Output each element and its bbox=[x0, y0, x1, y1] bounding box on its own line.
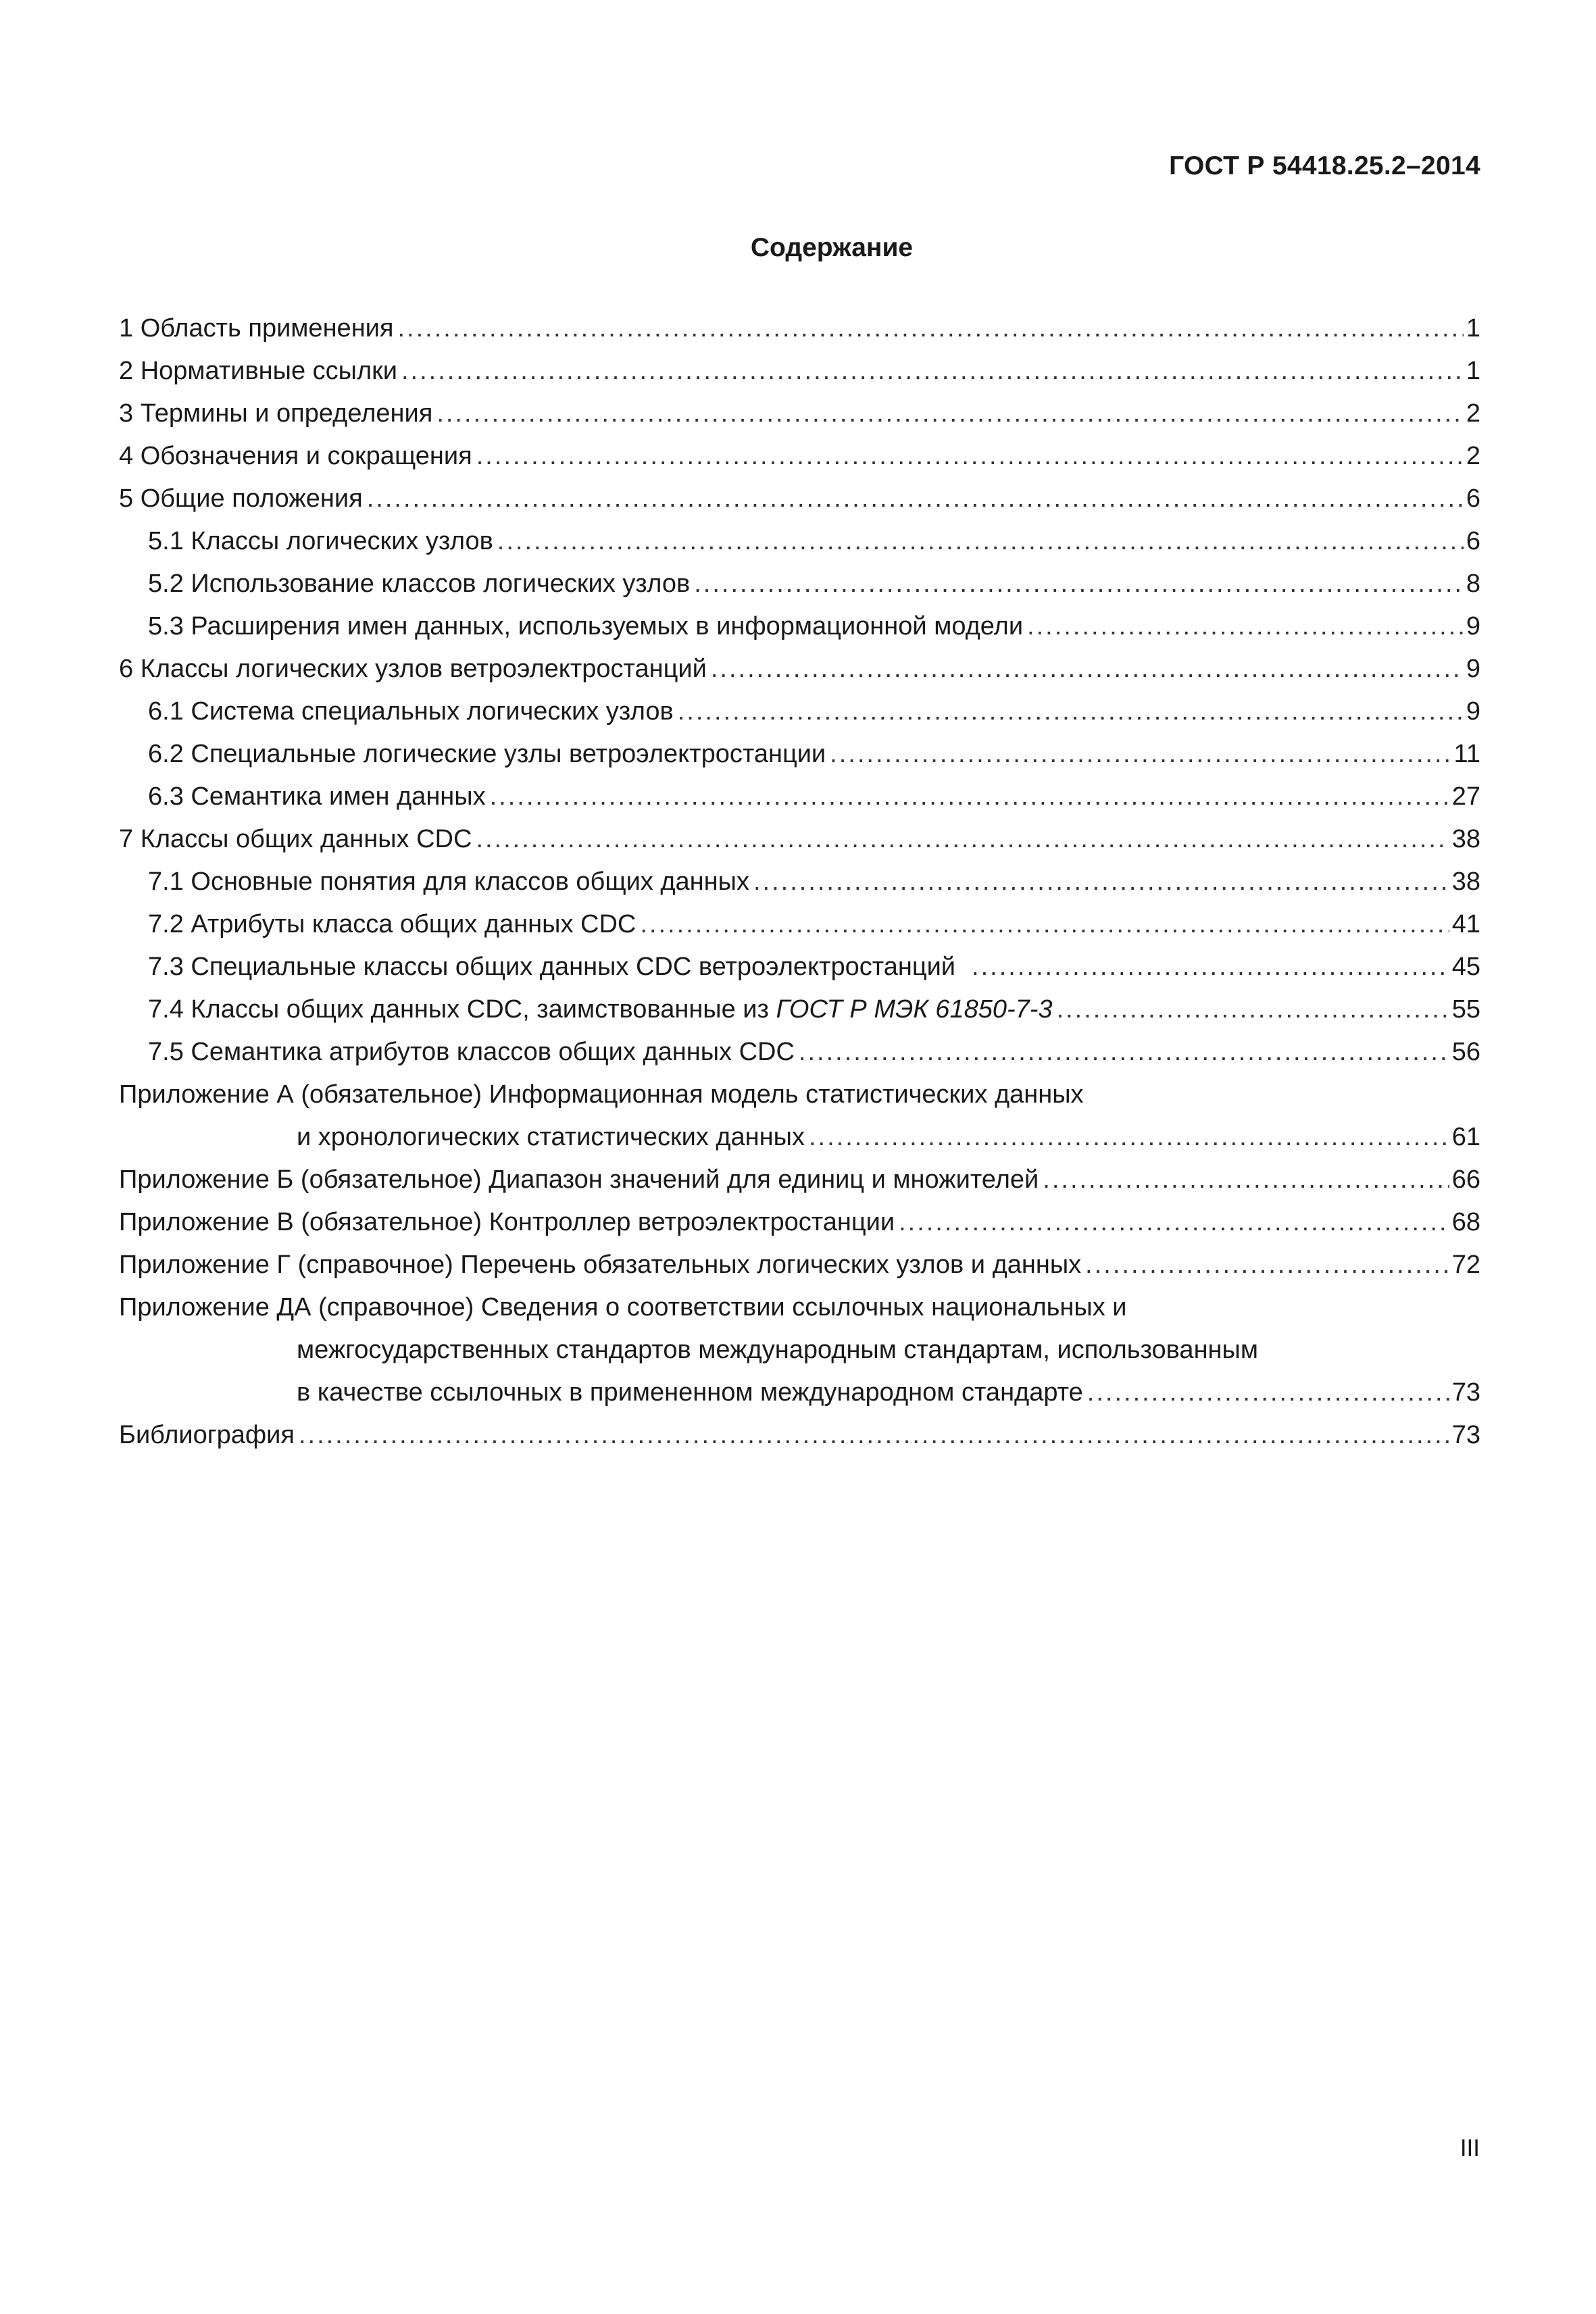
toc-entry-page: 68 bbox=[1451, 1208, 1480, 1236]
toc-entry-5-2[interactable] bbox=[119, 563, 1480, 605]
toc-entry-page: 6 bbox=[1466, 484, 1480, 513]
toc-entry-appendix-v[interactable] bbox=[119, 1201, 1480, 1244]
dot-leader bbox=[799, 1031, 1449, 1074]
toc-entry-4[interactable] bbox=[119, 435, 1480, 478]
toc-entry-page: 27 bbox=[1451, 782, 1480, 811]
toc-entry-appendix-da[interactable] bbox=[119, 1286, 1480, 1329]
toc-entry-title: Библиография bbox=[119, 1421, 295, 1449]
toc-entry-title-cont: межгосударственных стандартов международным стандартам, использованным bbox=[297, 1336, 1258, 1364]
toc-entry-5-1[interactable] bbox=[119, 520, 1480, 563]
toc-entry-title: Приложение Г (справочное) Перечень обязательных логических узлов и данных bbox=[119, 1251, 1082, 1279]
toc-entry-5[interactable] bbox=[119, 478, 1480, 520]
table-of-contents bbox=[119, 307, 1480, 1457]
toc-entry-6-2[interactable] bbox=[119, 733, 1480, 776]
dot-leader bbox=[1057, 988, 1449, 1031]
toc-entry-title: 7.4 Классы общих данных CDC, заимствованные из bbox=[148, 995, 776, 1024]
dot-leader bbox=[711, 648, 1464, 690]
dot-leader bbox=[397, 307, 1463, 350]
toc-entry-5-3[interactable] bbox=[119, 605, 1480, 648]
toc-entry-7-5[interactable] bbox=[119, 1031, 1480, 1074]
toc-entry-title-cont: в качестве ссылочных в примененном международном стандарте bbox=[297, 1378, 1083, 1407]
toc-entry-6-1[interactable] bbox=[119, 690, 1480, 733]
dot-leader bbox=[476, 435, 1464, 478]
toc-entry-page: 8 bbox=[1466, 570, 1480, 598]
dot-leader bbox=[476, 818, 1449, 861]
dot-leader bbox=[830, 733, 1451, 776]
toc-entry-title: 1 Область применения bbox=[119, 314, 394, 343]
toc-entry-title: Приложение В (обязательное) Контроллер ветроэлектростанции bbox=[119, 1208, 895, 1236]
toc-entry-page: 6 bbox=[1466, 527, 1480, 555]
toc-entry-page: 56 bbox=[1451, 1038, 1480, 1066]
toc-entry-appendix-g[interactable] bbox=[119, 1244, 1480, 1286]
toc-entry-title-italic: ГОСТ Р МЭК 61850-7-3 bbox=[776, 995, 1053, 1024]
toc-entry-title: 7 Классы общих данных CDC bbox=[119, 825, 472, 853]
toc-entry-page: 61 bbox=[1451, 1123, 1480, 1151]
dot-leader bbox=[899, 1201, 1449, 1244]
dot-leader bbox=[694, 563, 1464, 605]
toc-entry-title-wrap bbox=[148, 988, 1053, 1031]
toc-entry-page: 9 bbox=[1466, 697, 1480, 726]
dot-leader bbox=[497, 520, 1464, 563]
dot-leader bbox=[1087, 1372, 1449, 1414]
toc-entry-title: 6 Классы логических узлов ветроэлектростанций bbox=[119, 655, 707, 683]
toc-entry-title: 6.2 Специальные логические узлы ветроэлектростанции bbox=[148, 740, 826, 768]
dot-leader bbox=[490, 776, 1449, 818]
toc-entry-6-3[interactable] bbox=[119, 776, 1480, 818]
toc-entry-title: 6.3 Семантика имен данных bbox=[148, 782, 486, 811]
dot-leader bbox=[809, 1116, 1449, 1159]
toc-entry-page: 38 bbox=[1451, 867, 1480, 896]
toc-entry-appendix-da-cont2[interactable] bbox=[119, 1372, 1480, 1414]
toc-entry-appendix-a[interactable] bbox=[119, 1074, 1480, 1116]
toc-entry-page: 41 bbox=[1451, 910, 1480, 938]
toc-entry-7-2[interactable] bbox=[119, 903, 1480, 946]
toc-entry-7[interactable] bbox=[119, 818, 1480, 861]
dot-leader bbox=[367, 478, 1464, 520]
toc-entry-page: 73 bbox=[1451, 1421, 1480, 1449]
toc-entry-page: 1 bbox=[1466, 314, 1480, 343]
toc-entry-appendix-da-cont1[interactable] bbox=[119, 1329, 1480, 1372]
dot-leader bbox=[437, 393, 1464, 435]
toc-entry-title: 3 Термины и определения bbox=[119, 399, 433, 428]
toc-entry-title: Приложение ДА (справочное) Сведения о соответствии ссылочных национальных и bbox=[119, 1293, 1127, 1322]
toc-entry-title: 7.2 Атрибуты класса общих данных CDC bbox=[148, 910, 637, 938]
toc-entry-6[interactable] bbox=[119, 648, 1480, 690]
dot-leader bbox=[299, 1414, 1449, 1457]
toc-entry-title: 2 Нормативные ссылки bbox=[119, 357, 397, 385]
document-code: ГОСТ Р 54418.25.2–2014 bbox=[1169, 151, 1480, 180]
toc-entry-title: 7.1 Основные понятия для классов общих данных bbox=[148, 867, 749, 896]
toc-entry-page: 72 bbox=[1451, 1251, 1480, 1279]
toc-entry-3[interactable] bbox=[119, 393, 1480, 435]
toc-title: Содержание bbox=[750, 233, 914, 262]
toc-entry-7-4[interactable] bbox=[119, 988, 1480, 1031]
toc-entry-page: 66 bbox=[1451, 1165, 1480, 1194]
toc-entry-title: 5.1 Классы логических узлов bbox=[148, 527, 493, 555]
dot-leader bbox=[640, 903, 1449, 946]
dot-leader bbox=[401, 350, 1464, 393]
toc-entry-page: 9 bbox=[1466, 655, 1480, 683]
dot-leader bbox=[1043, 1159, 1449, 1201]
toc-entry-7-3[interactable] bbox=[119, 946, 1480, 988]
toc-entry-title: 5 Общие положения bbox=[119, 484, 363, 513]
toc-entry-page: 73 bbox=[1451, 1378, 1480, 1407]
toc-entry-appendix-a-cont[interactable] bbox=[119, 1116, 1480, 1159]
toc-entry-title: 4 Обозначения и сокращения bbox=[119, 442, 472, 470]
toc-entry-page: 2 bbox=[1466, 399, 1480, 428]
toc-entry-2[interactable] bbox=[119, 350, 1480, 393]
toc-entry-1[interactable] bbox=[119, 307, 1480, 350]
toc-entry-title: Приложение Б (обязательное) Диапазон значений для единиц и множителей bbox=[119, 1165, 1039, 1194]
toc-entry-title: Приложение А (обязательное) Информационная модель статистических данных bbox=[119, 1080, 1084, 1109]
dot-leader bbox=[753, 861, 1449, 903]
toc-entry-title: 5.2 Использование классов логических узлов bbox=[148, 570, 691, 598]
toc-entry-title: 7.5 Семантика атрибутов классов общих данных CDC bbox=[148, 1038, 795, 1066]
toc-entry-title: 7.3 Специальные классы общих данных CDC ветроэлектростанций bbox=[148, 953, 956, 981]
toc-entry-title: 6.1 Система специальных логических узлов bbox=[148, 697, 674, 726]
toc-entry-page: 45 bbox=[1451, 953, 1480, 981]
toc-entry-title-cont: и хронологических статистических данных bbox=[297, 1123, 805, 1151]
toc-entry-7-1[interactable] bbox=[119, 861, 1480, 903]
toc-entry-page: 2 bbox=[1466, 442, 1480, 470]
toc-entry-page: 55 bbox=[1451, 995, 1480, 1024]
dot-leader bbox=[678, 690, 1464, 733]
dot-leader bbox=[1027, 605, 1464, 648]
toc-entry-page: 9 bbox=[1466, 612, 1480, 640]
page-number: III bbox=[1460, 2135, 1480, 2161]
toc-entry-appendix-b[interactable] bbox=[119, 1159, 1480, 1201]
toc-entry-page: 1 bbox=[1466, 357, 1480, 385]
toc-entry-page: 11 bbox=[1453, 740, 1480, 768]
toc-entry-bibliography[interactable] bbox=[119, 1414, 1480, 1457]
dot-leader bbox=[972, 946, 1449, 988]
toc-entry-page: 38 bbox=[1451, 825, 1480, 853]
toc-entry-title: 5.3 Расширения имен данных, используемых в информационной модели bbox=[148, 612, 1024, 640]
dot-leader bbox=[1085, 1244, 1449, 1286]
